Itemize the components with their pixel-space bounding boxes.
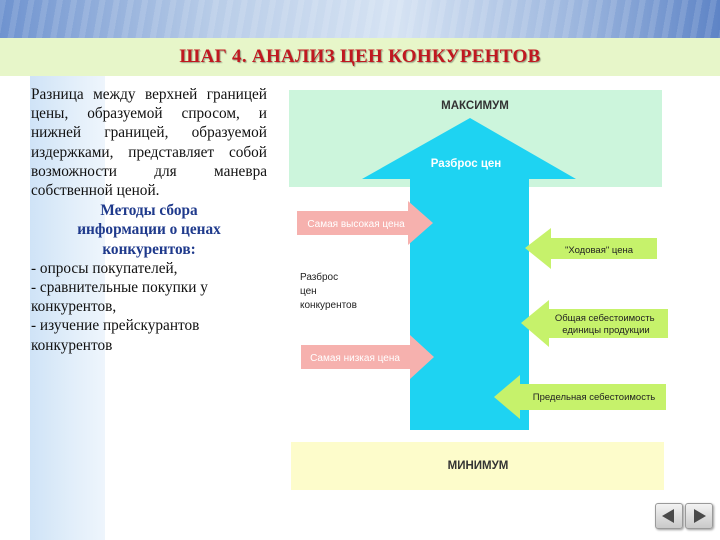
competitors-range-line: Разброс bbox=[300, 272, 339, 283]
minimum-label: МИНИМУМ bbox=[447, 460, 509, 472]
description-line: Разница между верхней bbox=[31, 86, 198, 103]
maximum-label: МАКСИМУМ bbox=[441, 100, 509, 112]
description-line: издержками, представляет bbox=[31, 143, 215, 161]
methods-title-line: конкурентов: bbox=[102, 240, 196, 258]
description-line: границей цены, образуемой bbox=[31, 86, 267, 123]
back-button[interactable] bbox=[655, 503, 683, 529]
method-item: - опросы покупателей, bbox=[31, 259, 178, 277]
description-line: границей, образуемой bbox=[104, 124, 267, 142]
total-cost-label bbox=[555, 313, 657, 336]
competitors-range-label bbox=[300, 271, 357, 311]
marginal-cost-label: Предельная себестоимость bbox=[532, 392, 656, 403]
methods-title-line: информации о ценах bbox=[77, 221, 221, 239]
description-line: спросом, и нижней bbox=[31, 105, 267, 142]
methods-title-line: Методы сбора bbox=[100, 202, 198, 220]
forward-button[interactable] bbox=[685, 503, 713, 529]
method-item: - изучение прейскурантов конкурентов bbox=[31, 317, 200, 354]
highest-price-label: Самая высокая цена bbox=[307, 219, 405, 230]
lowest-price-label: Самая низкая цена bbox=[310, 353, 400, 364]
forward-arrow-icon bbox=[694, 509, 706, 523]
total-cost-line: единицы продукции bbox=[562, 325, 650, 336]
method-item: - сравнительные покупки у конкурентов, bbox=[31, 279, 208, 316]
description-line: маневра собственной ценой. bbox=[31, 162, 268, 200]
slide-title: ШАГ 4. АНАЛИЗ ЦЕН КОНКУРЕНТОВ bbox=[179, 46, 541, 67]
back-arrow-icon bbox=[662, 509, 674, 523]
description-line: собой возможности для bbox=[31, 143, 267, 180]
market-price-label: "Ходовая" цена bbox=[564, 245, 634, 256]
price-range-label: Разброс цен bbox=[430, 158, 502, 170]
total-cost-line: Общая себестоимость bbox=[554, 313, 655, 324]
competitors-range-line: конкурентов bbox=[300, 300, 357, 311]
competitors-range-line: цен bbox=[300, 286, 317, 297]
